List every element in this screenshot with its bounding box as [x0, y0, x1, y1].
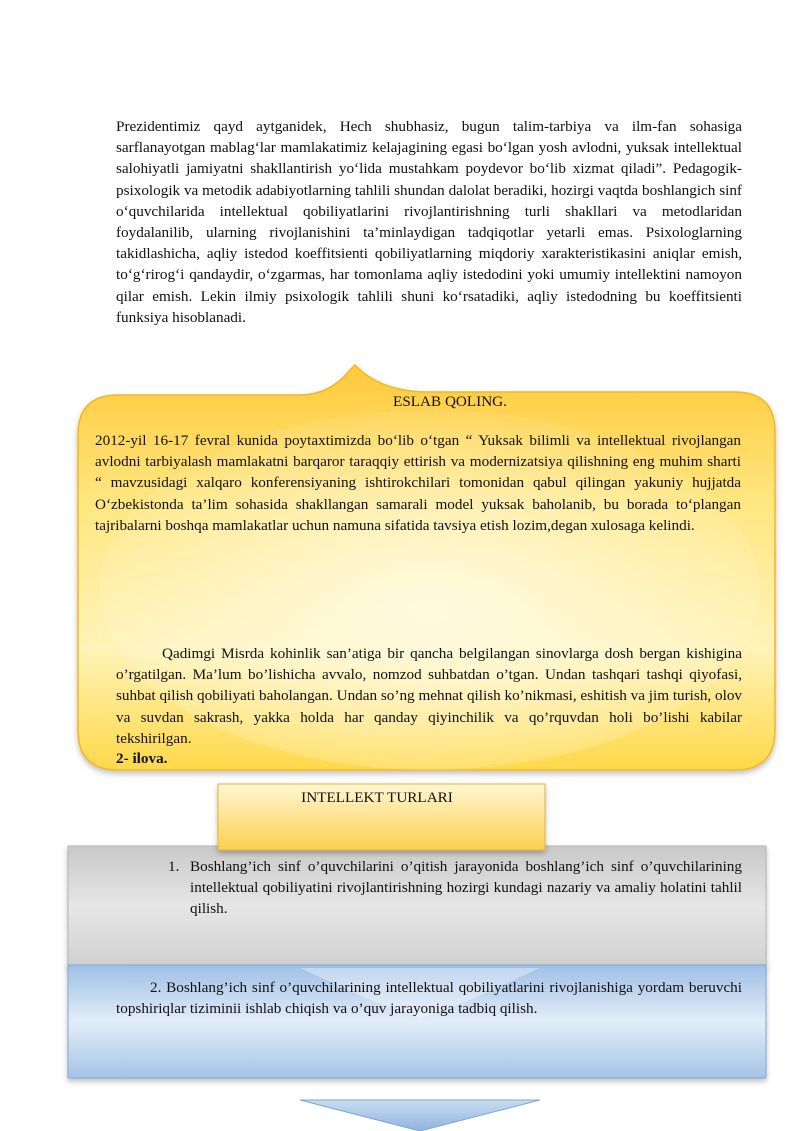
callout-heading: ESLAB QOLING. [393, 393, 507, 410]
list-item-number: 1. [168, 858, 180, 875]
appendix-label: 2- ilova. [116, 750, 168, 767]
down-arrow-icon [300, 1100, 540, 1131]
callout-paragraph-1: 2012-yil 16-17 fevral kunida poytaxtimizda bo‘lib o‘tgan “ Yuksak bilimli va intellektual rivojlangan avlodni tarbiyalash mamlakatni barqaror taraqqiy ettirish va modernizatsiya qilishning eng muhim sharti “ mavzusidagi xalqaro konferensiyaning ishtirokchilari tomonidan qabul qilingan yakuniy hujjatda O‘zbekistonda ta’lim sohasida shakllangan samarali model yuksak baholanib, bu borada to‘plangan tajribalarni boshqa mamlakatlar uchun namuna sifatida tavsiya etish lozim,degan xulosaga kelindi. [95, 432, 741, 534]
intro-paragraph: Prezidentimiz qayd aytganidek, Hech shubhasiz, bugun talim-tarbiya va ilm-fan sohasiga sarflanayotgan mablag‘lar mamlakatimiz kelajagining egasi bo‘lgan yosh avlodni, yuksak intellektual salohiyatli jamiyatni shakllantirish yo‘lida mustahkam poydevor bo‘lib xizmat qiladi”. Pedagogik-psixologik va metodik adabiyotlarning tahlili shundan dalolat beradiki, hozirgi vaqtda boshlangich sinf o‘quvchilarida intellektual qobiliyatlarini rivojlantirishning turli shakllari va metodlaridan foydalanilib, ularning rivojlanishini ta’minlaydigan tadqiqotlar yetarli emas. Psixologlarning takidlashicha, aqliy istedod koeffitsienti qobiliyatlarning miqdoriy xarakteristikasini aniqlar emish, to‘g‘rirog‘i qandaydir, o‘zgarmas, har tomonlama aqliy istedodini yoki umumiy intellektini namoyon qilar emish. Lekin ilmiy psixologik tahlili shuni ko‘rsatadiki, aqliy istedodning bu koeffitsienti funksiya hisoblanadi. [116, 118, 742, 326]
list-item-1: Boshlang’ich sinf o’quvchilarini o’qitish jarayonida boshlang’ich sinf o’quvchilarining intellektual qobiliyatini rivojlantirishning hozirgi kundagi nazariy va amaliy holatini tahlil qilish. [190, 858, 742, 918]
section-title: INTELLEKT TURLARI [301, 789, 453, 806]
list-item-2: 2. Boshlang’ich sinf o’quvchilarining intellektual qobiliyatlarini rivojlanishiga yordam beruvchi topshiriqlar tiziminii ishlab chiqish va o’quv jarayoniga tadbiq qilish. [116, 979, 742, 1018]
callout-paragraph-2: Qadimgi Misrda kohinlik san’atiga bir qancha belgilangan sinovlarga dosh bergan kishigina o’rgatilgan. Ma’lum bo’lishicha avvalo, nomzod suhbatdan o’tgan. Undan tashqari tashqi qiyofasi, suhbat qilish qobiliyati baholangan. Undan so’ng mehnat qilish ko’nikmasi, eshitish va jim turish, olov va suvdan sakrash, yakka holda har qanday qiyinchilik va qo’rquvdan holi bo’lishi kabilar tekshirilgan. [116, 645, 743, 747]
